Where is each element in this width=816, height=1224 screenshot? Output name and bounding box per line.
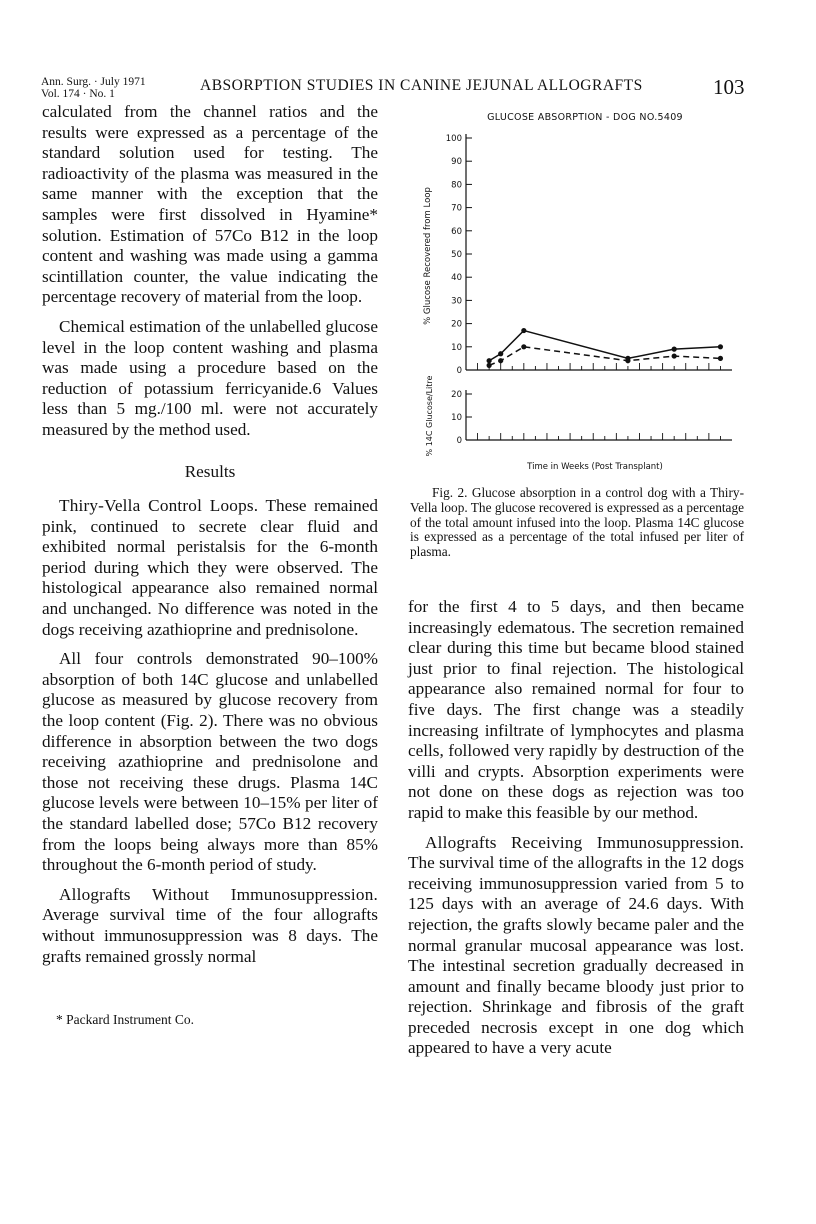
y-tick-label: 80 bbox=[451, 180, 462, 191]
running-title: ABSORPTION STUDIES IN CANINE JEJUNAL ALLOGRAFTS bbox=[200, 77, 643, 94]
figure-title: GLUCOSE ABSORPTION - DOG NO.5409 bbox=[487, 112, 683, 123]
y-tick-label: 100 bbox=[445, 134, 462, 144]
page-number: 103 bbox=[713, 75, 745, 99]
run-in-heading: Thiry-Vella Control Loops. bbox=[59, 496, 259, 516]
y-tick-label: 0 bbox=[456, 436, 462, 446]
caption-text: Fig. 2. Glucose absorption in a control dog with a Thiry-Vella loop. The glucose recovered is expressed as a percentage of the total amount infused into the loop. Plasma 14C glucose is expressed as a percentage of the total infused per liter of plasma. bbox=[410, 485, 744, 560]
series-line bbox=[489, 347, 720, 366]
paragraph: Chemical estimation of the unlabelled glucose level in the loop content washing and plasma was made using a procedure based on the reduction of potassium ferricyanide.6 Values less than 5 mg./100 ml. were not accurately measured by the method used. bbox=[42, 316, 378, 439]
paragraph: for the first 4 to 5 days, and then became increasingly edematous. The secretion remained clear during this time but became blood stained just prior to final rejection. The histological appearance also remained normal for four to five days. The first change was a steadily increasing infiltrate of lymphocytes and plasma cells, followed very rapidly by destruction of the villi and crypts. Absorption experiments were not done on these dogs as rejection was too rapid to make this feasible by our method. bbox=[408, 597, 744, 822]
y-tick-label: 30 bbox=[451, 296, 462, 307]
paragraph-text: Average survival time of the four allografts without immunosuppression was 8 days. The grafts remained grossly normal bbox=[42, 905, 378, 966]
y-tick-label: 0 bbox=[456, 366, 462, 376]
data-point bbox=[521, 344, 526, 349]
glucose-absorption-chart bbox=[420, 126, 750, 478]
plasma-plot bbox=[451, 390, 732, 446]
data-point bbox=[718, 344, 723, 349]
y-tick-label: 20 bbox=[451, 319, 462, 330]
paragraph bbox=[408, 833, 744, 1060]
journal-line-1: Ann. Surg. · July 1971 bbox=[41, 76, 146, 88]
data-point bbox=[672, 347, 677, 352]
data-point bbox=[498, 358, 503, 363]
y-tick-label: 50 bbox=[451, 250, 462, 260]
y-tick-label: 10 bbox=[451, 413, 462, 423]
paragraph-text: The survival time of the allografts in the 12 dogs receiving immunosuppression varied from 5 to 125 days with an average of 24.6 days. With rejection, the grafts slowly became paler and the normal granular mucosal appearance was lost. The intestinal secretion gradually decreased in amount and finally became bloody just prior to rejection. Shrinkage and fibrosis of the graft preceded necrosis except in one dog which appeared to have a very acute bbox=[408, 853, 744, 1058]
x-axis-label: Time in Weeks (Post Transplant) bbox=[527, 462, 663, 472]
y-axis-label-main: % Glucose Recovered from Loop bbox=[423, 187, 433, 325]
paragraph: All four controls demonstrated 90–100% absorption of both 14C glucose and unlabelled glucose as measured by glucose recovery from the loop content (Fig. 2). There was no obvious difference in absorption between the two dogs receiving azathioprine and prednisolone and those not receiving these drugs. Plasma 14C glucose levels were between 10–15% per liter of the standard labelled dose; 57Co B12 recovery from the loops being always more than 85% throughout the 6-month period of study. bbox=[42, 649, 378, 875]
run-in-heading: Allografts Receiving Immunosuppression. bbox=[425, 832, 744, 852]
paragraph-text: These remained pink, continued to secrete clear fluid and exhibited normal peristalsis for the 6-month period during which they were observed. The histological appearance also remained normal and unchanged. No difference was noted in the dogs receiving azathioprine and prednisolone. bbox=[42, 496, 378, 639]
main-plot bbox=[446, 134, 732, 376]
footnote: * Packard Instrument Co. bbox=[56, 1012, 194, 1027]
journal-line-2: Vol. 174 · No. 1 bbox=[41, 88, 115, 100]
data-point bbox=[718, 356, 723, 361]
figure-caption bbox=[410, 486, 744, 560]
left-column bbox=[42, 102, 378, 967]
y-tick-label: 20 bbox=[451, 390, 462, 400]
y-tick-label: 90 bbox=[451, 157, 462, 168]
right-column bbox=[408, 597, 744, 1059]
data-point bbox=[487, 363, 492, 368]
journal-citation bbox=[41, 76, 146, 100]
section-heading-results: Results bbox=[184, 461, 236, 481]
data-point bbox=[487, 358, 492, 363]
data-point bbox=[672, 353, 677, 358]
y-tick-label: 40 bbox=[451, 273, 462, 284]
paragraph bbox=[42, 885, 378, 967]
y-axis-label-plasma: % 14C Glucose/Litre bbox=[425, 375, 434, 457]
paragraph bbox=[42, 496, 378, 640]
data-point bbox=[498, 351, 503, 356]
paragraph: calculated from the channel ratios and the results were expressed as a percentage of the standard solution used for testing. The radioactivity of the plasma was measured in the same manner with the exception that the samples were first dissolved in Hyamine* solution. Estimation of 57Co B12 in the loop content and washing was made using a gamma scintillation counter, the value indicating the percentage recovery of material from the loop. bbox=[42, 102, 378, 307]
data-point bbox=[625, 358, 630, 363]
y-tick-label: 10 bbox=[451, 342, 462, 353]
y-tick-label: 60 bbox=[451, 226, 462, 237]
y-tick-label: 70 bbox=[451, 203, 462, 214]
data-point bbox=[521, 328, 526, 333]
run-in-heading: Allografts Without Immunosuppression. bbox=[59, 884, 378, 904]
